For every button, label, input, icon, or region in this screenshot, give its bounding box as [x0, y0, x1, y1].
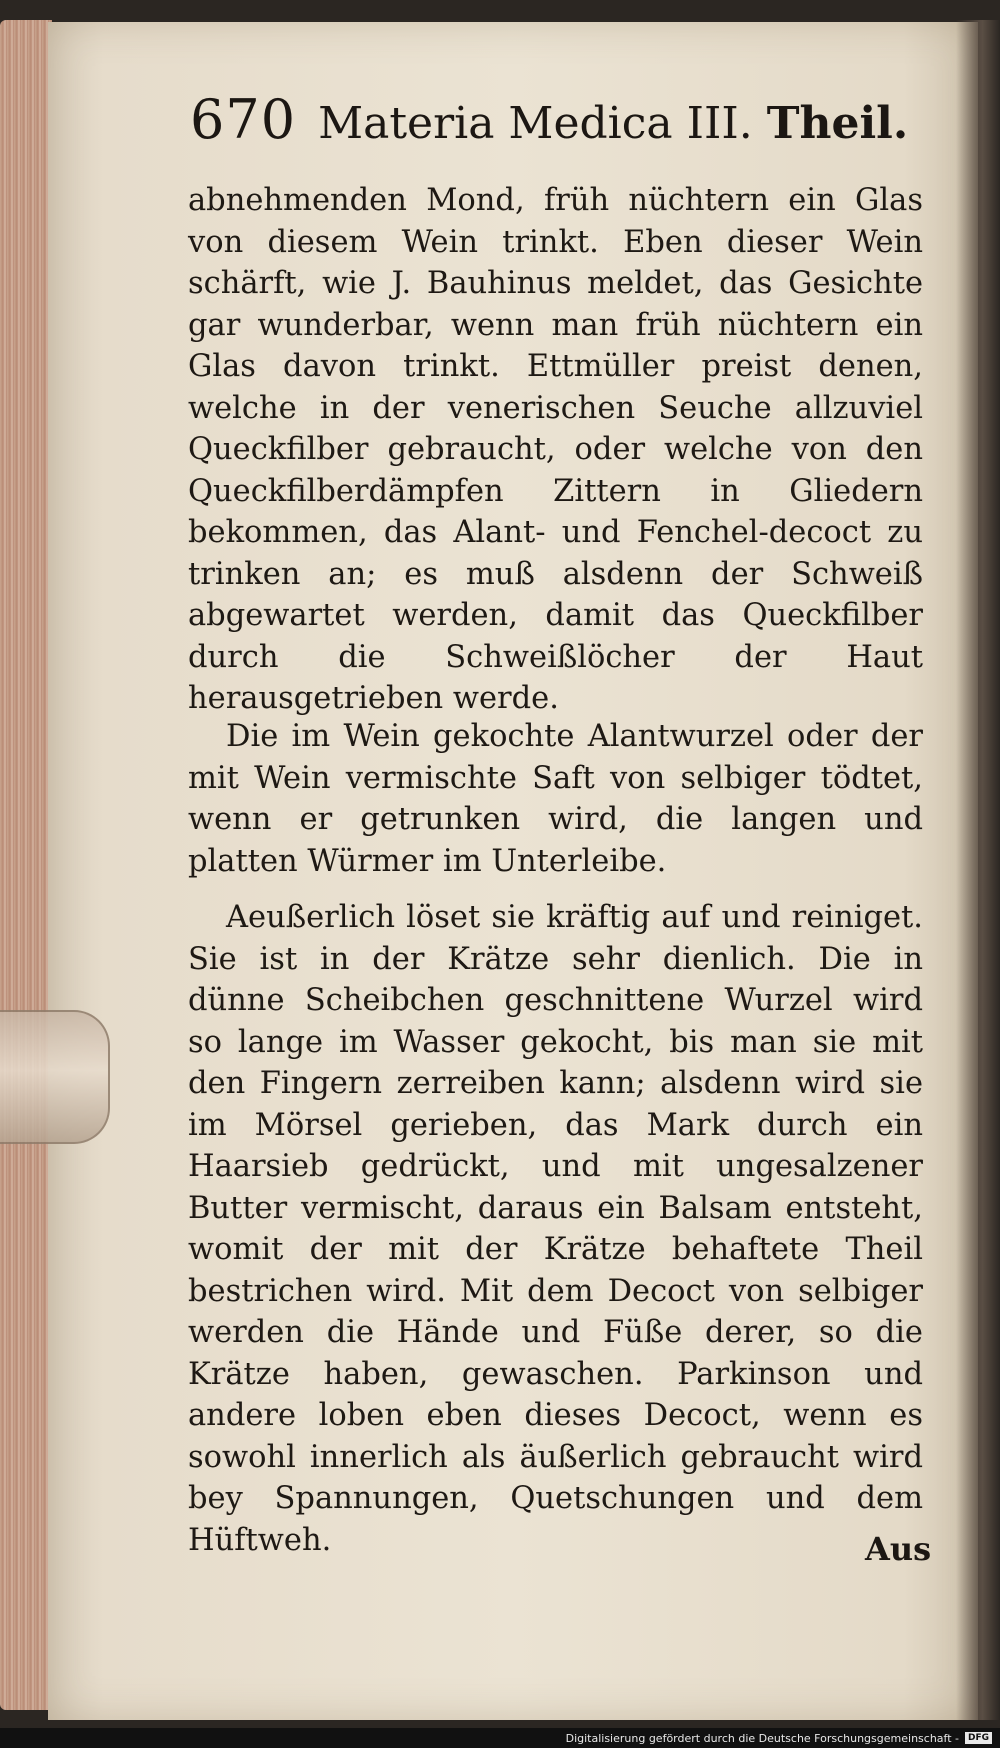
running-head	[318, 98, 908, 149]
paragraph-worms: Die im Wein gekochte Alantwurzel oder der mit Wein vermischte Saft von selbiger tödtet, wenn er getrunken wird, die langen und platten Würmer im Unterleibe.	[188, 719, 923, 879]
footer-credit: Digitalisierung gefördert durch die Deutsche Forschungsgemeinschaft -	[565, 1731, 959, 1745]
running-head-part: Theil.	[766, 98, 909, 149]
page-clip	[0, 1010, 110, 1144]
page-header	[190, 88, 950, 158]
dfg-logo: DFG	[965, 1732, 992, 1744]
running-head-title: Materia Medica III.	[318, 98, 753, 149]
page-number: 670	[190, 88, 297, 151]
catchword: Aus	[865, 1530, 932, 1568]
spine-shadow	[956, 20, 1000, 1720]
book-page-edges	[0, 20, 52, 1710]
digitization-footer	[0, 1728, 1000, 1748]
paragraph-continuation: abnehmenden Mond, früh nüchtern ein Glas von diesem Wein trinkt. Eben dieser Wein schärft, wie J. Bauhinus meldet, das Gesichte gar wunderbar, wenn man früh nüchtern ein Glas davon trinkt. Ettmüller preist denen, welche in der venerischen Seuche allzuviel Queckfilber gebraucht, oder welche von den Queckfilberdämpfen Zittern in Gliedern bekommen, das Alant- und Fenchel-decoct zu trinken an; es muß alsdenn der Schweiß abgewartet werden, damit das Queckfilber durch die Schweißlöcher der Haut herausgetrieben werde.	[188, 183, 923, 716]
paragraph-external-use: Aeußerlich löset sie kräftig auf und reiniget. Sie ist in der Krätze sehr dienlich. Die in dünne Scheibchen geschnittene Wurzel wird so lange im Wasser gekocht, bis man sie mit den Fingern zerreiben kann; alsdenn wird sie im Mörsel gerieben, das Mark durch ein Haarsieb gedrückt, und mit ungesalzener Butter vermischt, daraus ein Balsam entsteht, womit der mit der Krätze behaftete Theil bestrichen wird. Mit dem Decoct von selbiger werden die Hände und Füße derer, so die Krätze haben, gewaschen. Parkinson und andere loben eben dieses Decoct, wenn es sowohl innerlich als äußerlich gebraucht wird bey Spannungen, Quetschungen und dem Hüftweh.	[188, 900, 923, 1558]
